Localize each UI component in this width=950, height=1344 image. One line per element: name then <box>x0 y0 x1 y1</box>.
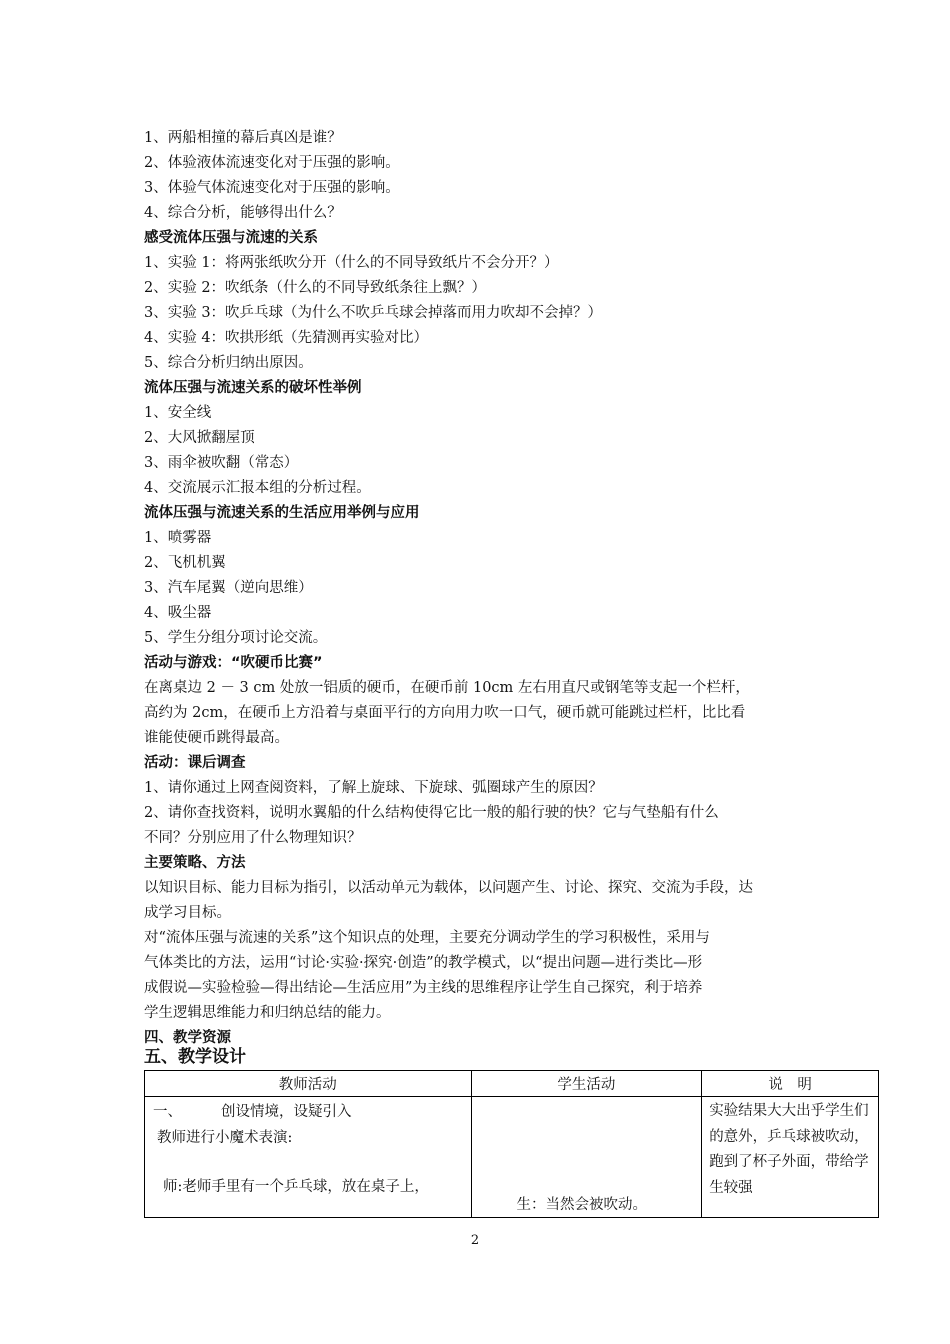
table-row <box>145 1097 879 1218</box>
student-activity-cell <box>471 1097 702 1218</box>
section2-item-3: 3、雨伞被吹翻（常态） <box>144 455 299 471</box>
section1-item-5: 5、综合分析归纳出原因。 <box>144 355 313 371</box>
header-teacher-activity: 教师活动 <box>145 1071 472 1097</box>
section2-item-1: 1、安全线 <box>144 405 212 421</box>
intro-item-4: 4、综合分析，能够得出什么？ <box>144 205 342 221</box>
section3-item-2: 2、飞机机翼 <box>144 555 226 571</box>
section3-item-5: 5、学生分组分项讨论交流。 <box>144 630 328 646</box>
section6-line-1: 以知识目标、能力目标为指引，以活动单元为载体，以问题产生、讨论、探究、交流为手段，达 <box>144 880 753 896</box>
section2-heading: 流体压强与流速关系的破坏性举例 <box>144 380 362 396</box>
intro-item-2: 2、体验液体流速变化对于压强的影响。 <box>144 155 400 171</box>
section3-item-1: 1、喷雾器 <box>144 530 212 546</box>
section1-heading: 感受流体压强与流速的关系 <box>144 230 318 246</box>
teacher-activity-cell <box>145 1097 472 1218</box>
section5-line-3: 不同？分别应用了什么物理知识？ <box>144 830 362 846</box>
notes-text: 实验结果大大出乎学生们的意外，乒乓球被吹动，跑到了杯子外面，带给学生较强 <box>709 1103 869 1196</box>
section5-line-1: 1、请你通过上网查阅资料，了解上旋球、下旋球、弧圈球产生的原因？ <box>144 780 603 796</box>
heading-teaching-design: 五、教学设计 <box>144 1047 246 1067</box>
section1-item-3: 3、实验 3：吹乒乓球（为什么不吹乒乓球会掉落而用力吹却不会掉？） <box>144 305 603 321</box>
section6-line-6: 学生逻辑思维能力和归纳总结的能力。 <box>144 1005 391 1021</box>
section4-line-2: 高约为 2cm，在硬币上方沿着与桌面平行的方向用力吹一口气，硬币就可能跳过栏杆，比比看 <box>144 705 746 721</box>
student-response: 生：当然会被吹动。 <box>516 1197 648 1213</box>
section6-line-2: 成学习目标。 <box>144 905 231 921</box>
section6-line-4: 气体类比的方法，运用“讨论·实验·探究·创造”的教学模式，以“提出问题—进行类比—形 <box>144 955 703 971</box>
header-student-activity: 学生活动 <box>471 1071 702 1097</box>
intro-item-3: 3、体验气体流速变化对于压强的影响。 <box>144 180 400 196</box>
section3-item-3: 3、汽车尾翼（逆向思维） <box>144 580 313 596</box>
teacher-step-number: 一、 <box>153 1104 182 1120</box>
section1-item-4: 4、实验 4：吹拱形纸（先猜测再实验对比） <box>144 330 429 346</box>
section4-line-1: 在离桌边 2 － 3 cm 处放一铝质的硬币，在硬币前 10cm 左右用直尺或钢笔等支起一个栏杆， <box>144 680 750 696</box>
section4-line-3: 谁能使硬币跳得最高。 <box>144 730 289 746</box>
teacher-step-title: 创设情境，设疑引入 <box>221 1104 352 1120</box>
heading-teaching-resources: 四、教学资源 <box>144 1030 231 1046</box>
section6-heading: 主要策略、方法 <box>144 855 246 871</box>
header-notes: 说 明 <box>702 1071 879 1097</box>
section2-item-4: 4、交流展示汇报本组的分析过程。 <box>144 480 371 496</box>
section5-line-2: 2、请你查找资料，说明水翼船的什么结构使得它比一般的船行驶的快？它与气垫船有什么 <box>144 805 719 821</box>
teaching-design-table <box>144 1070 879 1218</box>
section3-item-4: 4、吸尘器 <box>144 605 212 621</box>
section2-item-2: 2、大风掀翻屋顶 <box>144 430 255 446</box>
section1-item-1: 1、实验 1：将两张纸吹分开（什么的不同导致纸片不会分开？） <box>144 255 559 271</box>
section4-heading: 活动与游戏：“吹硬币比赛” <box>144 655 323 671</box>
page-number: 2 <box>470 1233 480 1248</box>
section1-item-2: 2、实验 2：吹纸条（什么的不同导致纸条往上飘？） <box>144 280 487 296</box>
section3-heading: 流体压强与流速关系的生活应用举例与应用 <box>144 505 420 521</box>
intro-item-1: 1、两船相撞的幕后真凶是谁？ <box>144 130 342 146</box>
teacher-line-2: 教师进行小魔术表演: <box>157 1130 293 1146</box>
teacher-line-3: 师:老师手里有一个乒乓球，放在桌子上， <box>163 1179 429 1195</box>
section6-line-5: 成假说—实验检验—得出结论—生活应用”为主线的思维程序让学生自己探究，利于培养 <box>144 980 703 996</box>
notes-cell <box>702 1097 879 1218</box>
section5-heading: 活动：课后调查 <box>144 755 246 771</box>
table-header-row <box>145 1071 879 1097</box>
section6-line-3: 对“流体压强与流速的关系”这个知识点的处理，主要充分调动学生的学习积极性，采用与 <box>144 930 710 946</box>
